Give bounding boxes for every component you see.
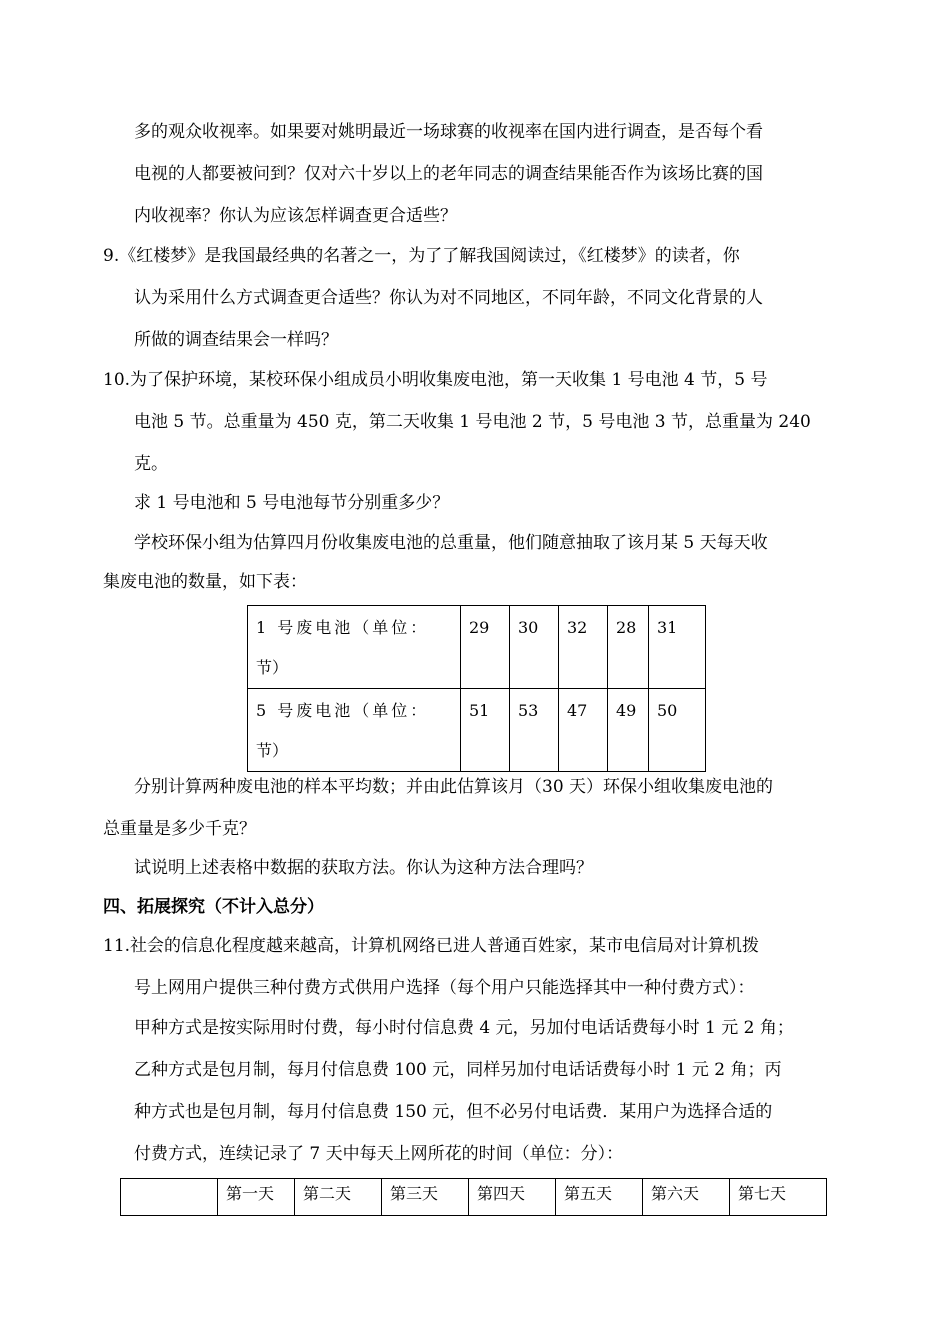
text-line: 总重量是多少千克？ [103,819,256,839]
table-row [248,606,706,689]
text-line: 认为采用什么方式调查更合适些？你认为对不同地区，不同年龄，不同文化背景的人 [134,288,763,308]
table-cell: 30 [510,606,559,689]
text-line: 所做的调查结果会一样吗？ [134,330,338,350]
table-cell: 53 [510,689,559,772]
table-header-cell: 第三天 [382,1179,469,1216]
table-row [248,689,706,772]
text-line: 电池 5 节。总重量为 450 克，第二天收集 1 号电池 2 节，5 号电池 3 节，总重量为 240 [134,412,811,432]
text-line: 试说明上述表格中数据的获取方法。你认为这种方法合理吗？ [134,858,593,878]
row-label: 5 号废电池（单位： 节） [248,689,461,772]
table-cell: 29 [461,606,510,689]
text-line: 甲种方式是按实际用时付费，每小时付信息费 4 元，另加付电话话费每小时 1 元 2 角； [134,1018,794,1038]
table-cell: 32 [559,606,608,689]
text-line: 多的观众收视率。如果要对姚明最近一场球赛的收视率在国内进行调查，是否每个看 [134,122,763,142]
table-header-cell: 第二天 [295,1179,382,1216]
question-11: 11.社会的信息化程度越来越高，计算机网络已进人普通百姓家，某市电信局对计算机拨 [103,936,760,956]
table-header-cell: 第六天 [643,1179,730,1216]
table-header-cell: 第五天 [556,1179,643,1216]
table-header-cell: 第七天 [730,1179,827,1216]
text-line: 学校环保小组为估算四月份收集废电池的总重量，他们随意抽取了该月某 5 天每天收 [134,533,768,553]
text-line: 号上网用户提供三种付费方式供用户选择（每个用户只能选择其中一种付费方式）： [134,978,755,998]
table-header-cell: 第一天 [218,1179,295,1216]
table-cell: 31 [649,606,706,689]
text-line: 克。 [134,454,168,474]
text-line: 种方式也是包月制，每月付信息费 150 元，但不必另付电话费．某用户为选择合适的 [134,1102,773,1122]
table-cell [121,1179,218,1216]
text-line: 内收视率？你认为应该怎样调查更合适些？ [134,206,457,226]
table-row [121,1179,827,1216]
days-table [120,1178,827,1216]
question-9: 9.《红楼梦》是我国最经典的名著之一，为了了解我国阅读过，《红楼梦》的读者，你 [103,246,740,266]
table-cell: 51 [461,689,510,772]
table-cell: 28 [608,606,649,689]
table-cell: 47 [559,689,608,772]
question-10: 10.为了保护环境，某校环保小组成员小明收集废电池，第一天收集 1 号电池 4 节，5 号 [103,370,768,390]
text-line: 求 1 号电池和 5 号电池每节分别重多少？ [134,493,450,513]
battery-table [247,605,706,772]
text-line: 集废电池的数量，如下表： [103,572,307,592]
text-line: 乙种方式是包月制，每月付信息费 100 元，同样另加付电话话费每小时 1 元 2 角；丙 [134,1060,782,1080]
section-heading: 四、拓展探究（不计入总分） [103,897,324,917]
text-line: 分别计算两种废电池的样本平均数；并由此估算该月（30 天）环保小组收集废电池的 [134,777,774,797]
table-cell: 50 [649,689,706,772]
text-line: 电视的人都要被问到？仅对六十岁以上的老年同志的调查结果能否作为该场比赛的国 [134,164,763,184]
row-label: 1 号废电池（单位： 节） [248,606,461,689]
table-cell: 49 [608,689,649,772]
table-header-cell: 第四天 [469,1179,556,1216]
text-line: 付费方式，连续记录了 7 天中每天上网所花的时间（单位：分）： [134,1144,624,1164]
